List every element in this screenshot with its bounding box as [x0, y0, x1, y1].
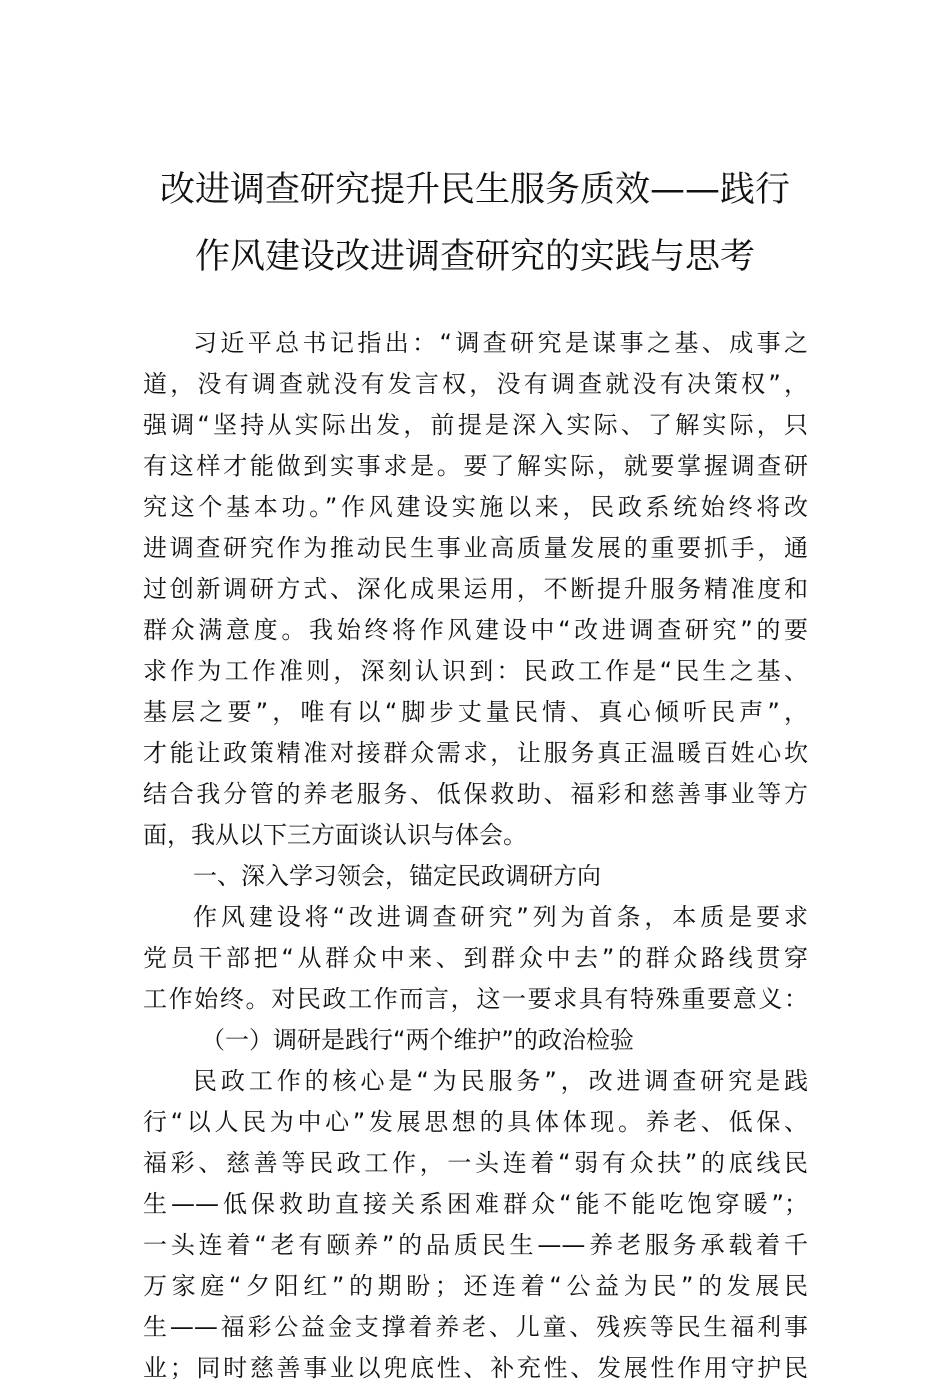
body-line: 工作始终。对民政工作而言，这一要求具有特殊重要意义：	[143, 985, 808, 1013]
document-title-line-1: 改进调查研究提升民生服务质效——践行	[159, 170, 790, 210]
body-line: 万家庭“夕阳红”的期盼；还连着“公益为民”的发展民	[143, 1272, 808, 1300]
body-line: 才能让政策精准对接群众需求，让服务真正温暖百姓心坎	[143, 739, 808, 767]
document-title-line-2: 作风建设改进调查研究的实践与思考	[194, 237, 755, 277]
body-line: 过创新调研方式、深化成果运用，不断提升服务精准度和	[143, 575, 808, 603]
body-line: 群众满意度。我始终将作风建设中“改进调查研究”的要	[143, 616, 808, 644]
body-line: 基层之要”，唯有以“脚步丈量民情、真心倾听民声”，	[143, 698, 808, 726]
body-line: 生——低保救助直接关系困难群众“能不能吃饱穿暖”；	[143, 1190, 808, 1218]
body-line: 生——福彩公益金支撑着养老、儿童、残疾等民生福利事	[143, 1313, 808, 1341]
body-line: 民政工作的核心是“为民服务”，改进调查研究是践	[193, 1067, 808, 1095]
body-line: 结合我分管的养老服务、低保救助、福彩和慈善事业等方	[143, 780, 808, 808]
body-line: 进调查研究作为推动民生事业高质量发展的重要抓手，通	[143, 534, 808, 562]
body-line: 强调“坚持从实际出发，前提是深入实际、了解实际，只	[143, 411, 808, 439]
document-body	[143, 323, 808, 1389]
body-line: 究这个基本功。”作风建设实施以来，民政系统始终将改	[143, 493, 808, 521]
body-line: 福彩、慈善等民政工作，一头连着“弱有众扶”的底线民	[143, 1149, 808, 1177]
body-line: 作风建设将“改进调查研究”列为首条，本质是要求	[193, 903, 808, 931]
body-line: 一头连着“老有颐养”的品质民生——养老服务承载着千	[143, 1231, 808, 1259]
body-line: 面，我从以下三方面谈认识与体会。	[143, 821, 527, 849]
body-line: 习近平总书记指出：“调查研究是谋事之基、成事之	[193, 329, 808, 357]
subsection-heading: （一）调研是践行“两个维护”的政治检验	[201, 1026, 634, 1054]
body-line: 党员干部把“从群众中来、到群众中去”的群众路线贯穿	[143, 944, 808, 972]
body-line: 业；同时慈善事业以兜底性、补充性、发展性作用守护民	[143, 1354, 808, 1382]
body-line: 求作为工作准则，深刻认识到：民政工作是“民生之基、	[143, 657, 808, 685]
body-line: 行“以人民为中心”发展思想的具体体现。养老、低保、	[143, 1108, 808, 1136]
body-line: 有这样才能做到实事求是。要了解实际，就要掌握调查研	[143, 452, 808, 480]
body-line: 道，没有调查就没有发言权，没有调查就没有决策权”，	[143, 370, 808, 398]
section-heading: 一、深入学习领会，锚定民政调研方向	[193, 862, 601, 890]
